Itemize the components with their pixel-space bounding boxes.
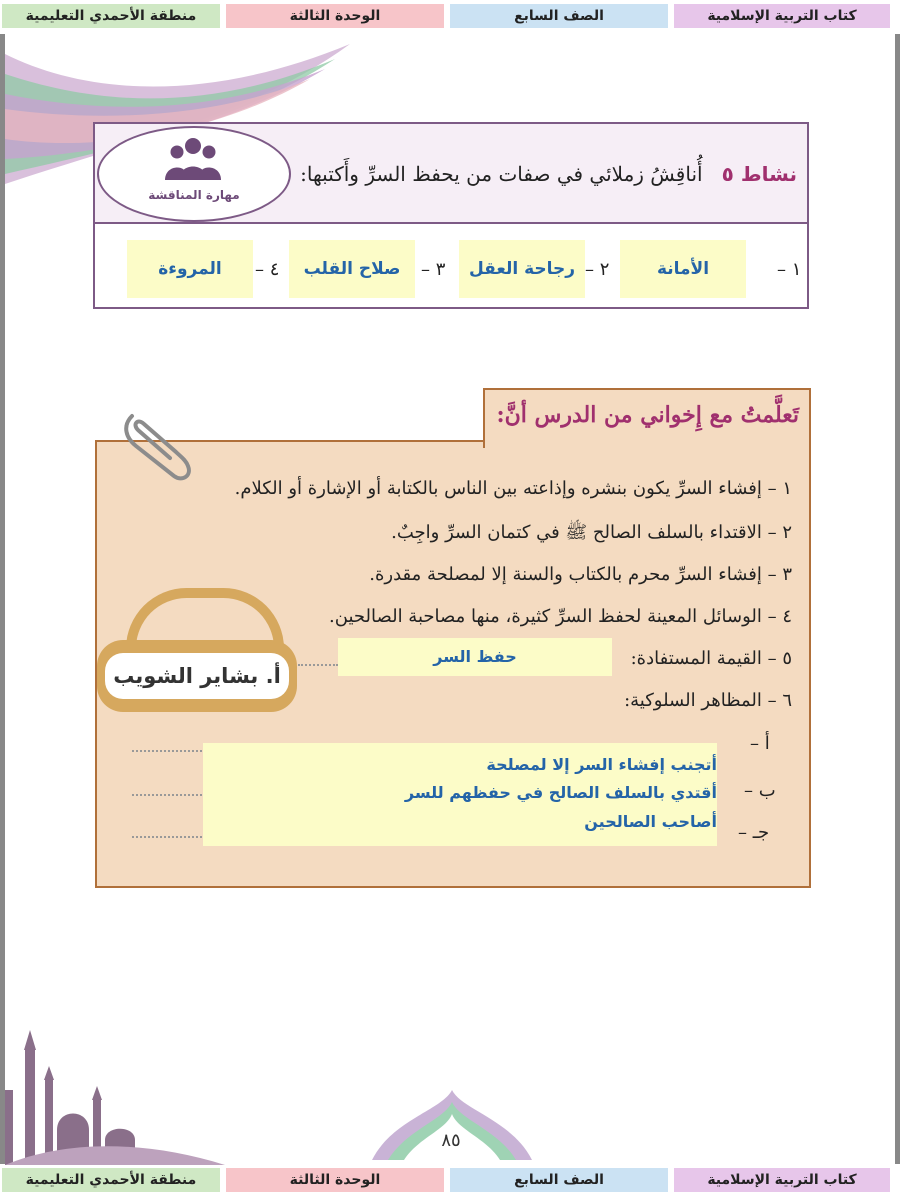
footer-bar — [0, 1164, 900, 1194]
value-dotted-line — [298, 664, 338, 666]
behavior-dots-a — [132, 750, 202, 752]
activity-title — [300, 162, 797, 186]
behavior-answer-a: أتجنب إفشاء السر إلا لمصلحة — [486, 755, 717, 774]
item-number-3: ٣ – — [421, 259, 446, 280]
mosque-silhouette-decoration — [5, 1030, 225, 1165]
group-people-icon — [165, 136, 221, 182]
header-tab-unit: الوحدة الثالثة — [226, 4, 444, 28]
behavior-sub-b: ب – — [744, 780, 776, 801]
skill-oval — [97, 126, 291, 222]
behavior-sub-c: جـ – — [738, 822, 770, 843]
behavior-answer-c: أصاحب الصالحين — [584, 812, 717, 831]
activity-header-row — [95, 124, 807, 224]
learned-header — [483, 388, 811, 448]
learned-point-4: ٤ – الوسائل المعينة لحفظ السرِّ كثيرة، منها مصاحبة الصالحين. — [329, 606, 792, 627]
learned-point-3: ٣ – إفشاء السرِّ محرم بالكتاب والسنة إلا لمصلحة مقدرة. — [369, 564, 792, 585]
learned-title: تَعلَّمتُ مع إِخواني من الدرس أنَّ: — [496, 402, 799, 428]
behaviors-answer-box — [203, 743, 717, 846]
activity-instruction: أُناقِشُ زملائي في صفات من يحفظ السرِّ وأَكتبها: — [300, 162, 703, 186]
behavior-label: ٦ – المظاهر السلوكية: — [624, 690, 792, 711]
teacher-name-tag — [97, 640, 297, 712]
page-border-right — [895, 34, 900, 1164]
item-number-1: ١ – — [777, 259, 802, 280]
footer-tab-grade: الصف السابع — [450, 1168, 668, 1192]
activity-box — [93, 122, 809, 309]
footer-tab-book: كتاب التربية الإسلامية — [674, 1168, 890, 1192]
page-number: ٨٥ — [441, 1130, 461, 1151]
behavior-sub-a: أ – — [750, 733, 770, 754]
item-answer-2: رجاحة العقل — [459, 240, 585, 298]
item-number-2: ٢ – — [585, 259, 610, 280]
behavior-dots-b — [132, 794, 202, 796]
header-tab-grade: الصف السابع — [450, 4, 668, 28]
behavior-answer-b: أقتدي بالسلف الصالح في حفظهم للسر — [404, 783, 717, 802]
value-answer: حفظ السر — [338, 638, 612, 676]
footer-tab-region: منطقة الأحمدي التعليمية — [2, 1168, 220, 1192]
header-tab-book: كتاب التربية الإسلامية — [674, 4, 890, 28]
learned-point-2: ٢ – الاقتداء بالسلف الصالح ﷺ في كتمان السرِّ واجِبٌ. — [391, 522, 792, 543]
activity-label: نشاط ٥ — [721, 162, 797, 186]
page-border-left — [0, 34, 5, 1164]
learned-point-1: ١ – إفشاء السرِّ يكون بنشره وإذاعته بين الناس بالكتابة أو الإشارة أو الكلام. — [234, 478, 792, 499]
item-answer-4: المروءة — [127, 240, 253, 298]
header-bar — [0, 0, 900, 30]
value-label: ٥ – القيمة المستفادة: — [630, 648, 792, 669]
skill-label: مهارة المناقشة — [148, 188, 240, 202]
item-answer-3: صلاح القلب — [289, 240, 415, 298]
header-tab-region: منطقة الأحمدي التعليمية — [2, 4, 220, 28]
teacher-name: أ. بشاير الشويب — [105, 653, 289, 699]
paperclip-icon — [118, 404, 198, 484]
footer-tab-unit: الوحدة الثالثة — [226, 1168, 444, 1192]
behavior-dots-c — [132, 836, 202, 838]
item-answer-1: الأمانة — [620, 240, 746, 298]
item-number-4: ٤ – — [255, 259, 280, 280]
